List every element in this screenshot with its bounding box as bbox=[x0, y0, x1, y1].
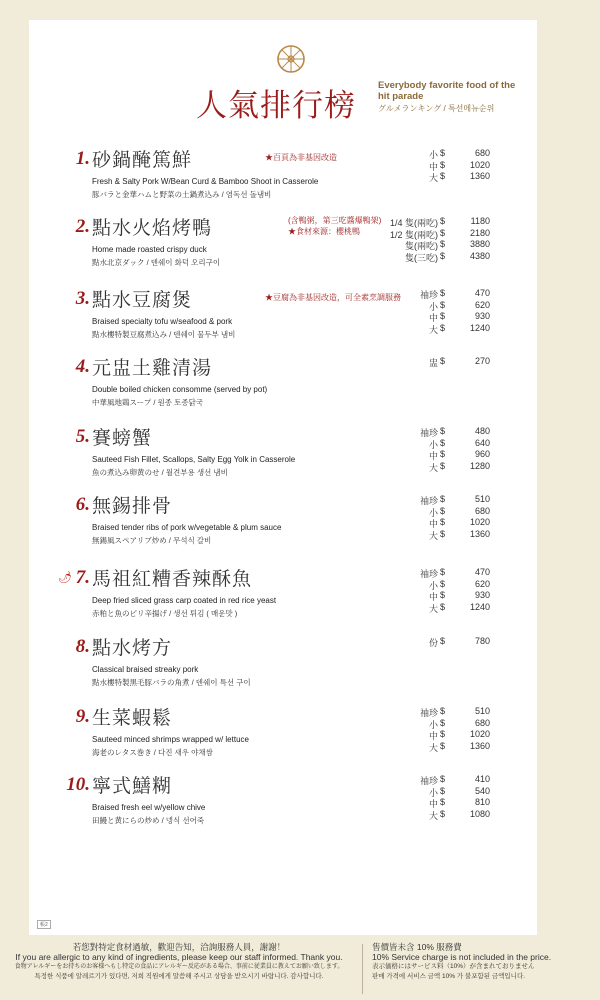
price-amount: 960 bbox=[474, 449, 490, 460]
item-name-ja-ko: 點水樓特製黒毛豚バラの角煮 / 덴쉐이 특선 구이 bbox=[92, 678, 251, 687]
price-size: 大 bbox=[428, 462, 438, 473]
item-number: 9. bbox=[75, 706, 90, 727]
item-name-zh: 點水烤方 bbox=[92, 637, 173, 659]
price-size: 隻(三吃) bbox=[405, 252, 438, 263]
price-size: 中 bbox=[428, 799, 438, 810]
price-currency: $ bbox=[440, 250, 446, 261]
price-size: 中 bbox=[428, 313, 438, 324]
price-amount: 270 bbox=[474, 356, 490, 366]
price-row bbox=[390, 461, 530, 473]
price-size: 袖珍 bbox=[419, 776, 438, 786]
price-row bbox=[390, 636, 530, 648]
price-row bbox=[390, 718, 530, 730]
item-note: ★豆腐為非基因改造，可全素烹調服務 bbox=[265, 293, 401, 302]
price-amount: 1240 bbox=[469, 601, 490, 612]
item-name-ja-ko: 田鰻と黄にらの炒め / 넹식 선어죽 bbox=[92, 816, 205, 825]
price-currency: $ bbox=[440, 449, 446, 460]
price-row bbox=[390, 160, 530, 172]
item-name-zh: 馬祖紅糟香辣酥魚 bbox=[92, 568, 253, 590]
menu-item bbox=[60, 636, 520, 696]
page-title-subtitle: グルメランキング / 특선메뉴순위 bbox=[378, 104, 495, 113]
price-size: 大 bbox=[428, 324, 438, 335]
price-amount: 810 bbox=[474, 797, 490, 808]
wheel-logo-icon bbox=[276, 44, 306, 74]
price-amount: 3880 bbox=[469, 239, 490, 250]
price-currency: $ bbox=[440, 356, 446, 366]
price-currency: $ bbox=[440, 601, 446, 612]
price-currency: $ bbox=[440, 578, 446, 589]
price-size: 小 bbox=[428, 507, 438, 518]
price-currency: $ bbox=[440, 148, 446, 158]
item-name-en: Braised specialty tofu w/seafood & pork bbox=[92, 317, 233, 326]
price-row bbox=[390, 529, 530, 541]
item-name-en: Fresh & Salty Pork W/Bean Curd & Bamboo Shoot in Casserole bbox=[92, 177, 319, 186]
price-amount: 410 bbox=[474, 774, 490, 784]
price-amount: 680 bbox=[474, 148, 490, 158]
price-amount: 620 bbox=[474, 578, 490, 589]
price-currency: $ bbox=[440, 426, 446, 436]
item-name-en: Braised fresh eel w/yellow chive bbox=[92, 803, 206, 812]
price-currency: $ bbox=[440, 216, 446, 226]
item-name-ja-ko: 赤粕と魚のピリ辛揚げ / 생선 튀김 ( 매운맛 ) bbox=[92, 609, 238, 618]
item-number: 5. bbox=[75, 426, 90, 447]
price-list bbox=[390, 774, 530, 820]
price-size: 袖珍 bbox=[419, 290, 438, 300]
item-name-en: Braised tender ribs of pork w/vegetable & plum sauce bbox=[92, 523, 282, 532]
item-note: ★食材來源：櫻桃鴨 bbox=[288, 227, 360, 236]
price-currency: $ bbox=[440, 567, 446, 577]
price-size: 大 bbox=[428, 810, 438, 821]
price-amount: 4380 bbox=[469, 250, 490, 261]
price-row bbox=[390, 216, 530, 228]
price-currency: $ bbox=[440, 706, 446, 716]
price-amount: 1360 bbox=[469, 171, 490, 182]
item-name-zh: 無錫排骨 bbox=[92, 495, 173, 517]
price-amount: 510 bbox=[474, 706, 490, 716]
menu-item bbox=[60, 426, 520, 486]
price-list bbox=[390, 636, 530, 648]
price-amount: 1180 bbox=[470, 216, 490, 226]
item-name-ja-ko: 中華風地鶏スープ / 원종 토종닭국 bbox=[92, 398, 204, 407]
menu-item bbox=[60, 288, 520, 348]
price-row bbox=[390, 148, 530, 160]
price-list bbox=[390, 148, 530, 183]
item-name-ja-ko: 豚バラと金華ハムと野菜の土鍋煮込み / 염독선 돌냄비 bbox=[92, 190, 272, 199]
price-amount: 470 bbox=[474, 288, 490, 298]
item-name-en: Sauteed Fish Fillet, Scallops, Salty Egg Yolk in Casserole bbox=[92, 455, 296, 464]
price-row bbox=[390, 251, 530, 263]
price-currency: $ bbox=[440, 729, 446, 740]
page-title: 人氣排行榜 bbox=[196, 88, 356, 124]
item-name-en: Sauteed minced shrimps wrapped w/ lettuce bbox=[92, 735, 249, 744]
price-currency: $ bbox=[440, 288, 446, 298]
page-code-tag: 帳2 bbox=[37, 920, 51, 929]
menu-item bbox=[60, 706, 520, 766]
item-number: 4. bbox=[75, 356, 90, 377]
price-amount: 680 bbox=[474, 717, 490, 728]
item-name-en: Home made roasted crispy duck bbox=[92, 245, 207, 254]
menu-item bbox=[60, 216, 520, 276]
price-list bbox=[390, 216, 530, 262]
service-charge-zh: 售價皆未含 10% 服務費 bbox=[372, 942, 462, 952]
price-size: 袖珍 bbox=[419, 496, 438, 506]
item-note: (含鴨粥，第三吃醬爆鴨架) bbox=[288, 216, 382, 225]
price-size: 1/2 隻(兩吃) bbox=[389, 229, 438, 240]
price-currency: $ bbox=[440, 171, 446, 182]
price-amount: 1240 bbox=[469, 322, 490, 333]
price-currency: $ bbox=[440, 785, 446, 796]
item-name-ja-ko: 海老のレタス巻き / 다진 새우 야채쌈 bbox=[92, 748, 213, 757]
allergy-notice-ko: 특정한 식품에 알레르기가 있다면, 저희 직원에게 말씀해 주시고 상담을 받으시기 바랍니다. 감사합니다. bbox=[34, 973, 324, 980]
price-currency: $ bbox=[440, 528, 446, 539]
price-row bbox=[390, 239, 530, 251]
price-size: 盅 bbox=[428, 358, 438, 368]
item-name-zh: 點水豆腐煲 bbox=[92, 289, 193, 311]
item-name-ja-ko: 點水樓特製豆腐煮込み / 덴쉐이 물두부 냄비 bbox=[92, 330, 236, 339]
price-size: 小 bbox=[428, 150, 438, 160]
price-list bbox=[390, 288, 530, 334]
price-currency: $ bbox=[440, 460, 446, 471]
price-size: 袖珍 bbox=[419, 708, 438, 718]
price-currency: $ bbox=[440, 494, 446, 504]
price-currency: $ bbox=[440, 322, 446, 333]
service-charge-en: 10% Service charge is not included in the price. bbox=[372, 952, 552, 962]
price-size: 1/4 隻(兩吃) bbox=[389, 218, 438, 228]
price-amount: 1360 bbox=[469, 528, 490, 539]
price-currency: $ bbox=[440, 299, 446, 310]
service-charge-ko: 판매 가격에 서비스 금액 10% 가 불포함된 금액입니다. bbox=[372, 973, 526, 980]
menu-item bbox=[60, 774, 520, 834]
price-list bbox=[390, 494, 530, 540]
price-size: 小 bbox=[428, 439, 438, 450]
item-name-zh: 生菜蝦鬆 bbox=[92, 707, 173, 729]
price-amount: 480 bbox=[474, 426, 490, 436]
price-amount: 930 bbox=[474, 590, 490, 601]
price-currency: $ bbox=[440, 797, 446, 808]
price-currency: $ bbox=[440, 311, 446, 322]
allergy-notice-en: If you are allergic to any kind of ingredients, please keep our staff informed. Thank you. bbox=[15, 952, 343, 962]
price-row bbox=[390, 449, 530, 461]
price-row bbox=[390, 579, 530, 591]
price-size: 大 bbox=[428, 603, 438, 614]
price-currency: $ bbox=[440, 437, 446, 448]
item-note: ★百頁為非基因改造 bbox=[265, 153, 337, 162]
price-amount: 2180 bbox=[469, 227, 490, 238]
price-amount: 930 bbox=[474, 311, 490, 322]
price-amount: 470 bbox=[474, 567, 490, 577]
price-row bbox=[390, 171, 530, 183]
price-currency: $ bbox=[440, 239, 446, 250]
item-number: 10. bbox=[66, 774, 90, 795]
price-row bbox=[390, 228, 530, 240]
item-number: 1. bbox=[75, 148, 90, 169]
item-name-zh: 砂鍋醃篤鮮 bbox=[92, 149, 193, 171]
price-size: 袖珍 bbox=[419, 569, 438, 579]
price-currency: $ bbox=[440, 774, 446, 784]
price-row bbox=[390, 438, 530, 450]
item-name-zh: 點水火焰烤鴨 bbox=[92, 217, 213, 239]
price-row bbox=[390, 602, 530, 614]
price-currency: $ bbox=[440, 808, 446, 819]
price-amount: 640 bbox=[474, 437, 490, 448]
price-currency: $ bbox=[440, 159, 446, 170]
price-row bbox=[390, 426, 530, 438]
price-size: 中 bbox=[428, 731, 438, 742]
price-currency: $ bbox=[440, 505, 446, 516]
service-charge-notice bbox=[372, 942, 592, 982]
price-size: 中 bbox=[428, 161, 438, 172]
price-size: 小 bbox=[428, 787, 438, 798]
item-name-zh: 元盅土雞清湯 bbox=[92, 357, 213, 379]
menu-item bbox=[60, 567, 520, 627]
price-list bbox=[390, 426, 530, 472]
price-currency: $ bbox=[440, 636, 446, 646]
price-amount: 620 bbox=[474, 299, 490, 310]
item-number: 7. bbox=[75, 567, 90, 588]
price-amount: 540 bbox=[474, 785, 490, 796]
item-number: 8. bbox=[75, 636, 90, 657]
item-name-ja-ko: 無錫風スペアリブ炒め / 무석식 갈비 bbox=[92, 536, 212, 545]
item-name-en: Double boiled chicken consomme (served by pot) bbox=[92, 385, 268, 394]
price-currency: $ bbox=[440, 590, 446, 601]
price-currency: $ bbox=[440, 517, 446, 528]
price-size: 袖珍 bbox=[419, 428, 438, 438]
price-size: 小 bbox=[428, 580, 438, 591]
item-name-zh: 賽螃蟹 bbox=[92, 427, 153, 449]
item-name-ja-ko: 魚の煮込み卵黄のせ / 월견부용 생선 냄비 bbox=[92, 468, 228, 477]
price-row bbox=[390, 300, 530, 312]
item-number: 3. bbox=[75, 288, 90, 309]
allergy-notice-ja: 食物アレルギーをお持ちのお客様へもし特定の食品にアレルギー反応がある場合、事前に従業員に教えてお願い致します。 bbox=[14, 964, 344, 970]
item-name-en: Classical braised streaky pork bbox=[92, 665, 199, 674]
price-row bbox=[390, 706, 530, 718]
item-number: 2. bbox=[75, 216, 90, 237]
price-size: 大 bbox=[428, 742, 438, 753]
allergy-notice-zh: 若您對特定食材過敏，歡迎告知，洽詢服務人員，謝謝！ bbox=[72, 942, 286, 952]
item-name-zh: 寧式鱔糊 bbox=[92, 775, 173, 797]
price-size: 中 bbox=[428, 592, 438, 603]
price-currency: $ bbox=[440, 227, 446, 238]
item-name-ja-ko: 點水北京ダック / 덴쉐이 화덕 오리구이 bbox=[92, 258, 221, 267]
price-size: 中 bbox=[428, 451, 438, 462]
page-title-english: Everybody favorite food of the hit parade bbox=[378, 80, 516, 102]
price-row bbox=[390, 311, 530, 323]
footer-divider bbox=[362, 944, 363, 994]
item-name-en: Deep fried sliced grass carp coated in red rice yeast bbox=[92, 596, 277, 605]
price-currency: $ bbox=[440, 717, 446, 728]
price-row bbox=[390, 494, 530, 506]
menu-item bbox=[60, 356, 520, 416]
price-amount: 1080 bbox=[469, 808, 490, 819]
service-charge-ja: 表示価格にはサービス料（10%）が含まれておりません bbox=[372, 963, 535, 970]
price-size: 隻(兩吃) bbox=[405, 241, 438, 252]
price-amount: 1020 bbox=[469, 517, 490, 528]
price-currency: $ bbox=[440, 740, 446, 751]
price-amount: 510 bbox=[474, 494, 490, 504]
allergy-notice bbox=[0, 942, 358, 982]
menu-item bbox=[60, 494, 520, 554]
price-row bbox=[390, 567, 530, 579]
price-size: 份 bbox=[428, 638, 438, 648]
price-size: 大 bbox=[428, 173, 438, 184]
price-amount: 1360 bbox=[469, 740, 490, 751]
price-row bbox=[390, 323, 530, 335]
price-list bbox=[390, 567, 530, 613]
price-amount: 1020 bbox=[469, 159, 490, 170]
price-row bbox=[390, 797, 530, 809]
price-row bbox=[390, 786, 530, 798]
price-amount: 680 bbox=[474, 505, 490, 516]
price-amount: 1280 bbox=[469, 460, 490, 471]
price-amount: 1020 bbox=[469, 729, 490, 740]
price-row bbox=[390, 741, 530, 753]
chili-pepper-icon: 🌶 bbox=[58, 572, 72, 584]
price-row bbox=[390, 517, 530, 529]
price-list bbox=[390, 356, 530, 368]
footer bbox=[0, 942, 600, 1000]
price-size: 小 bbox=[428, 301, 438, 312]
price-row bbox=[390, 288, 530, 300]
price-size: 小 bbox=[428, 719, 438, 730]
price-size: 中 bbox=[428, 519, 438, 530]
item-number: 6. bbox=[75, 494, 90, 515]
price-row bbox=[390, 506, 530, 518]
price-row bbox=[390, 356, 530, 368]
price-row bbox=[390, 809, 530, 821]
price-list bbox=[390, 706, 530, 752]
price-row bbox=[390, 590, 530, 602]
price-row bbox=[390, 774, 530, 786]
price-row bbox=[390, 729, 530, 741]
menu-item bbox=[60, 148, 520, 208]
price-size: 大 bbox=[428, 530, 438, 541]
price-amount: 780 bbox=[474, 636, 490, 646]
